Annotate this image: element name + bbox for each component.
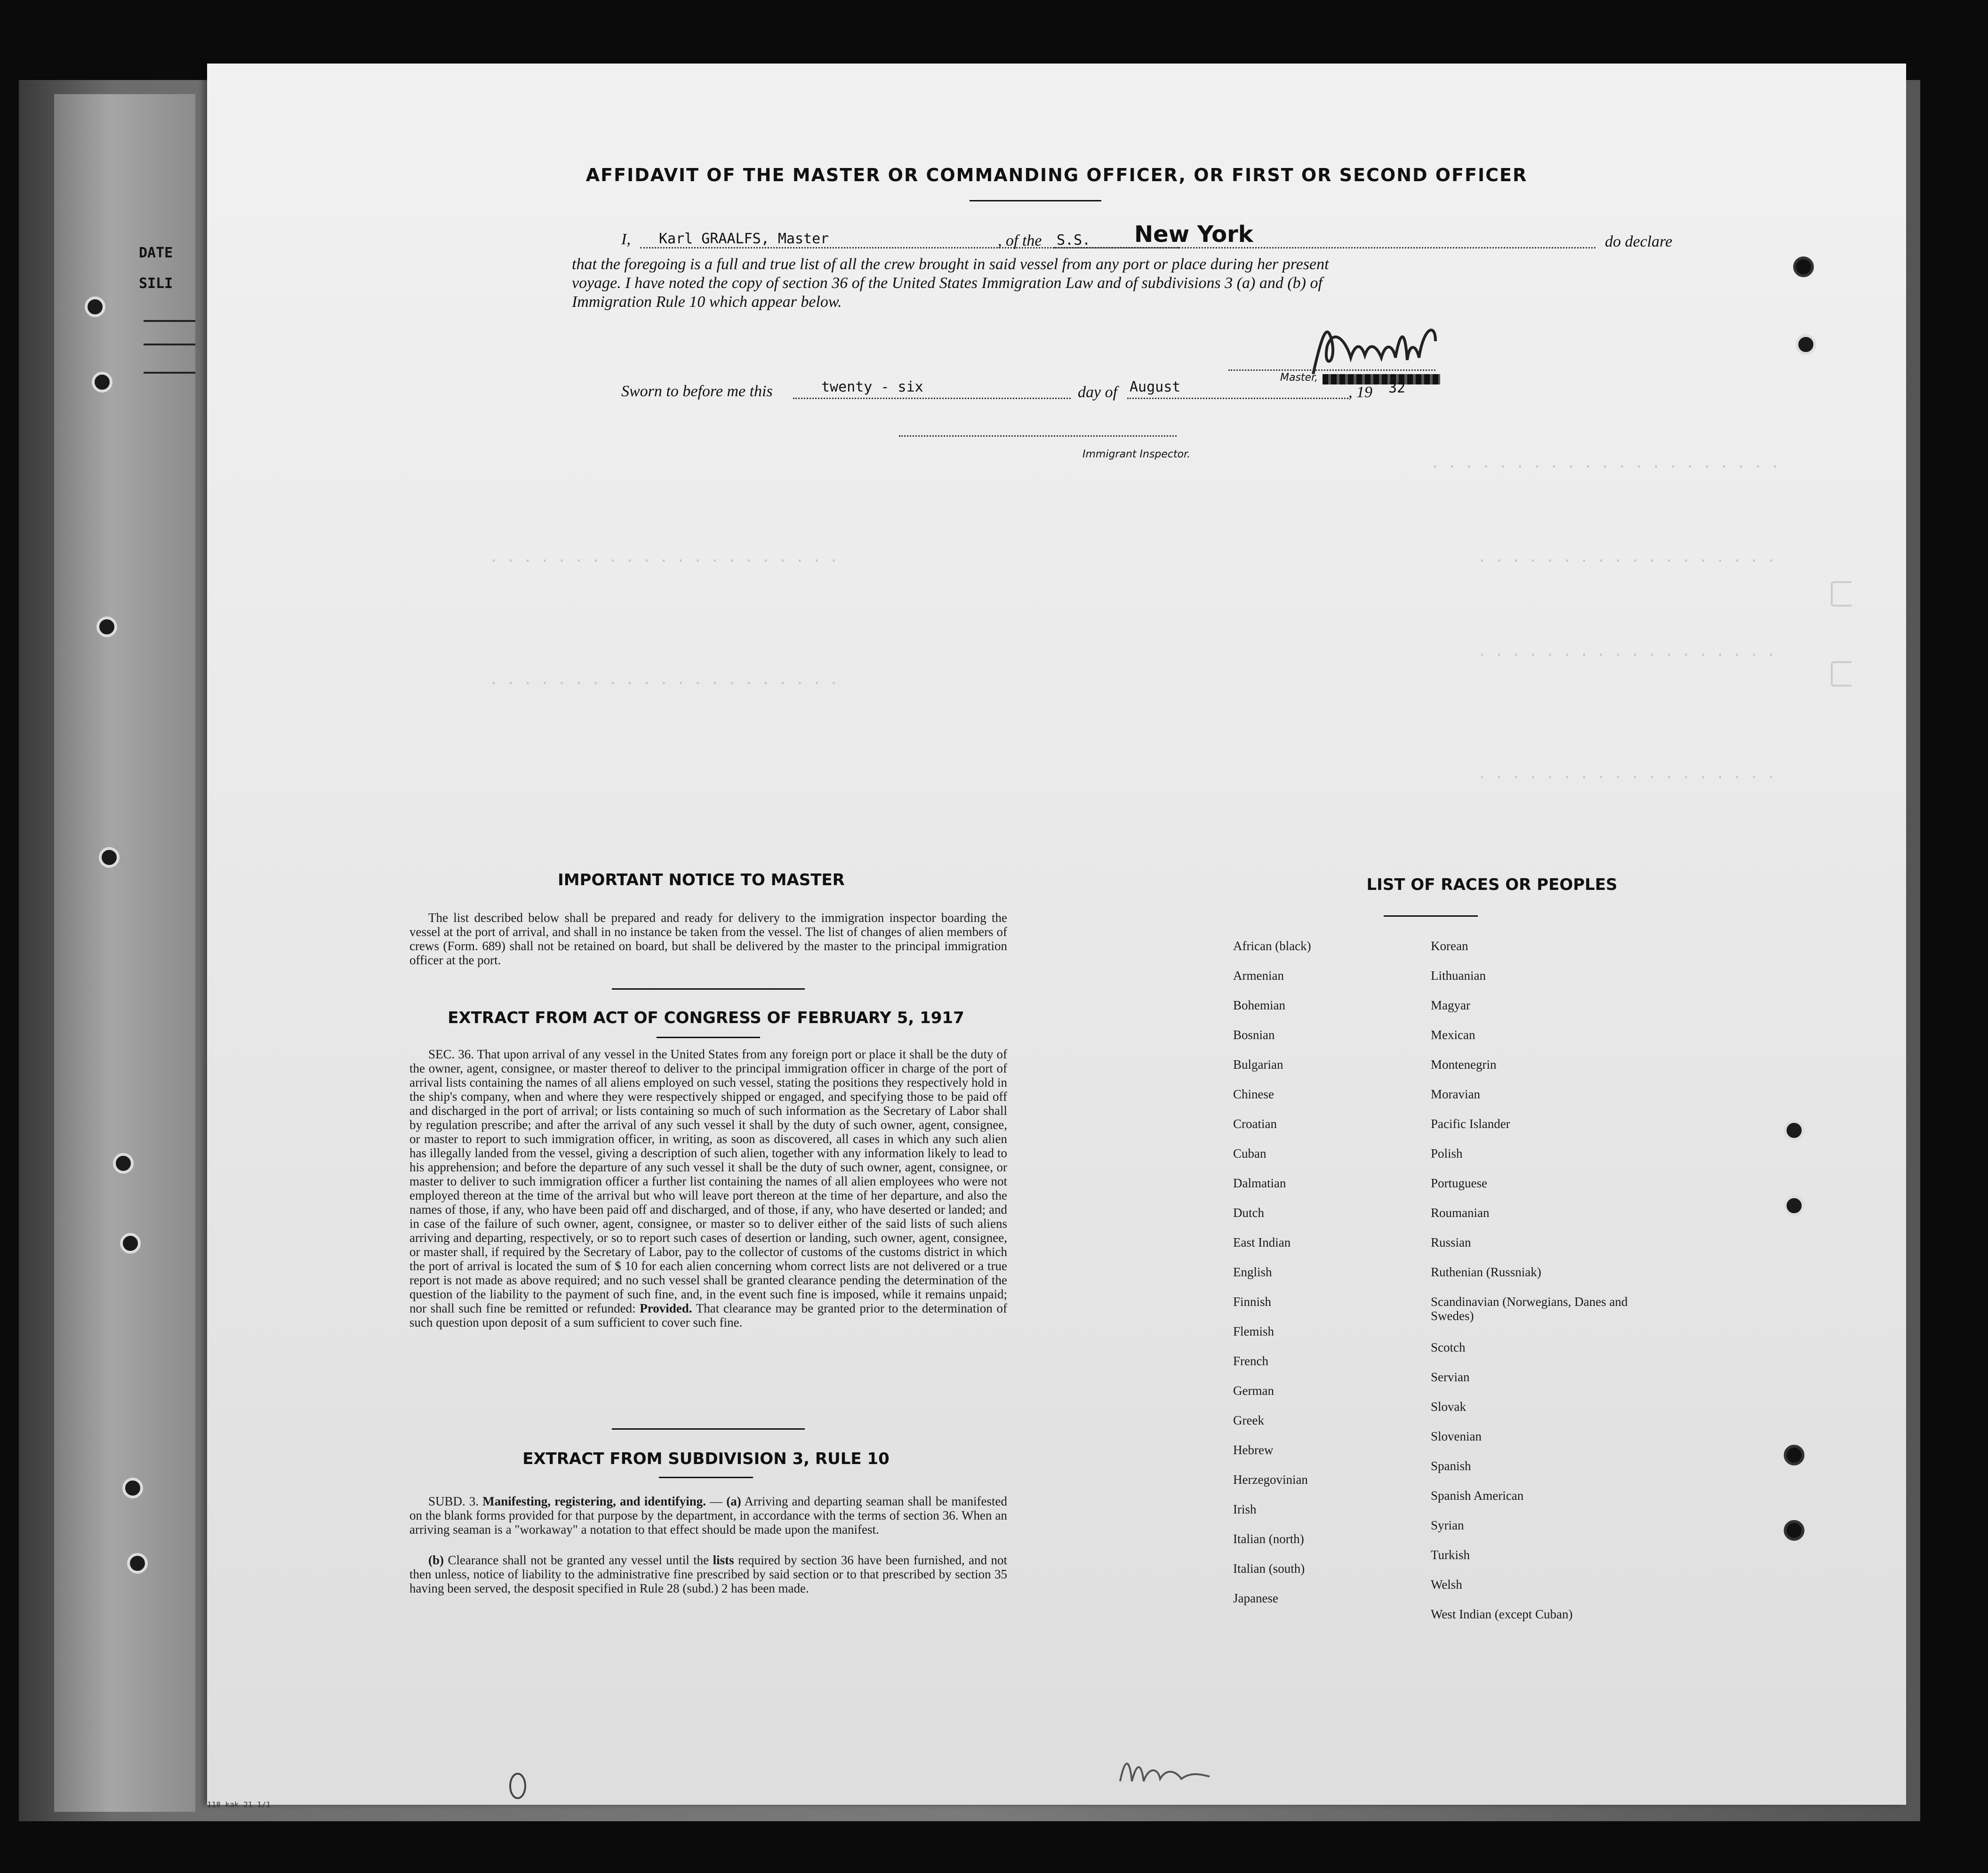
race-item: Scotch [1431,1340,1466,1354]
page-tab-icon [1831,581,1852,607]
race-item: Slovak [1431,1400,1467,1414]
race-item: Italian (north) [1233,1532,1304,1546]
handwritten-scrawl [1115,1753,1238,1791]
extract-act-text: SEC. 36. That upon arrival of any vessel in the United States from any foreign port or place it shall be the duty of the owner, agent, consignee, or master thereof to deliver to the principal immigration officer in charge of the port of arrival lists containing the names of all aliens employed on such vessel, stating the positions they respectively hold in the ship's company, when and where they were respectively shipped or engaged, and specifying those to be paid off and discharged in the port of arrival; or lists containing so much of such information as the Secretary of Labor shall by regulation prescribe; and after the arrival of any such vessel it shall by the duty of such owner, agent, consignee, or master to report to such immigration officer, in writing, as soon as discovered, all cases in which any such alien has illegally landed from the vessel, giving a description of such alien, together with any information likely to lead to his apprehension; and before the departure of any such vessel it shall be the duty of such owner, agent, consignee, or master to deliver to such immigration officer a further list containing the names of all alien employees who were not employed thereon at the time of the arrival but who will leave port thereon at the time of her departure, and also the names of those, if any, who have been paid off and discharged, and of those, if any, who have deserted or landed; and in case of the failure of such owner, agent, consignee, or master so to deliver either of the said lists of such aliens arriving and departing, respectively, or so to report such cases of desertion or landing, such owner, agent, consignee, or master shall, if required by the Secretary of Labor, pay to the collector of customs of the customs district in which the port of arrival is located the sum of $ 10 for each alien concerning whom correct lists are not delivered or a true report is not made as above required; and no such vessel shall be granted clearance pending the determination of the question of the liability to the payment of such fine, and, in the event such fine is imposed, while it remains unpaid; nor shall such fine be remitted or refunded: Provided. That clearance may be granted prior to the determination of such question upon deposit of a sum sufficient to cover such fine. [409,1047,1008,1329]
race-item: Hebrew [1233,1443,1274,1457]
race-item: Bosnian [1233,1028,1275,1042]
race-item: Turkish [1431,1548,1470,1562]
day-value: twenty - six [821,379,923,395]
race-item: West Indian (except Cuban) [1431,1607,1573,1621]
race-item: Servian [1431,1370,1470,1384]
race-item: Magyar [1431,998,1470,1012]
race-item: Slovenian [1431,1429,1482,1443]
race-item: German [1233,1384,1274,1398]
punch-hole-icon [1793,256,1814,277]
year-value: 32 [1388,380,1406,396]
affidavit-body-line: voyage. I have noted the copy of section 36 of the United States Immigration Law and of subdivisions 3 (a) and (b) of [572,274,1323,292]
page-tab-icon [1831,661,1852,687]
race-item: Dalmatian [1233,1176,1286,1190]
section-rule [657,1037,760,1038]
day-fill-line [793,398,1071,399]
notice-title: IMPORTANT NOTICE TO MASTER [558,871,845,889]
strip-rule [144,372,195,374]
races-title: LIST OF RACES OR PEOPLES [1366,875,1618,894]
strip-rule [144,344,195,345]
title-rule [970,200,1101,201]
master-caption: Master, [1280,372,1318,384]
race-item: Japanese [1233,1591,1278,1605]
punch-hole-icon [1796,334,1816,355]
race-item: African (black) [1233,939,1311,953]
race-item: Irish [1233,1502,1257,1516]
affidavit-title: AFFIDAVIT OF THE MASTER OR COMMANDING OFFICER, OR FIRST OR SECOND OFFICER [585,165,1528,185]
binder-hole-icon [85,296,105,317]
strip-label-sil: SILI [139,275,173,292]
archive-stamp: 118 kak 21 1/1 [207,1800,271,1809]
bleed-through-text: · · · · · · · · · · · · · · · · · · [1478,553,1776,569]
race-item: Spanish American [1431,1489,1524,1503]
binder-hole-icon [120,1233,141,1254]
bleed-through-text: · · · · · · · · · · · · · · · · · · · · · [489,553,838,569]
binder-hole-icon [127,1553,148,1574]
handwritten-mark [499,1767,537,1805]
of-the-label: , of the [998,232,1042,249]
race-item: Armenian [1233,969,1284,983]
race-item: Polish [1431,1146,1463,1161]
race-item: Spanish [1431,1459,1471,1473]
sworn-label: Sworn to before me this [621,383,773,400]
bleed-through-text: · · · · · · · · · · · · · · · · · · [1478,647,1776,664]
master-signature [1294,313,1454,384]
race-item: Moravian [1431,1087,1480,1101]
race-item: Lithuanian [1431,969,1486,983]
signature-line [1228,369,1435,371]
section-rule [1384,915,1478,917]
race-item: Dutch [1233,1206,1264,1220]
race-item: East Indian [1233,1235,1291,1249]
race-item: Welsh [1431,1577,1462,1592]
do-declare-label: do declare [1605,233,1673,250]
bleed-through-text: · · · · · · · · · · · · · · · · · · · · · [1431,459,1780,475]
race-item: English [1233,1265,1272,1279]
section-rule [612,1428,805,1430]
binder-hole-icon [96,616,117,637]
month-fill-line [1127,398,1348,399]
bleed-through-text: · · · · · · · · · · · · · · · · · · [1478,769,1776,786]
race-item: Portuguese [1431,1176,1487,1190]
race-item: Mexican [1431,1028,1475,1042]
race-item: Syrian [1431,1518,1464,1532]
left-underlying-page [54,94,195,1812]
section-rule [659,1477,753,1478]
inspector-caption: Immigrant Inspector. [1082,448,1191,460]
ship-name: New York [1134,221,1253,248]
race-item: Montenegrin [1431,1057,1497,1072]
strip-rule [144,320,195,322]
strip-label-date: DATE [139,245,173,261]
affidavit-page [207,64,1906,1809]
affidavit-body-line: Immigration Rule 10 which appear below. [572,293,842,311]
race-item: Korean [1431,939,1468,953]
race-item: Bohemian [1233,998,1285,1012]
punch-hole-icon [1784,1195,1804,1216]
inspector-signature-line [899,435,1177,437]
day-of-label: day of [1078,384,1118,401]
race-item: Pacific Islander [1431,1117,1510,1131]
race-item: Finnish [1233,1295,1272,1309]
races-column-2 [1431,939,1633,1637]
race-item: Flemish [1233,1324,1275,1338]
master-name: Karl GRAALFS, Master [659,231,829,247]
race-item: Italian (south) [1233,1561,1305,1576]
extract-rule-title: EXTRACT FROM SUBDIVISION 3, RULE 10 [522,1449,890,1468]
binder-hole-icon [92,372,112,392]
race-item: Chinese [1233,1087,1274,1101]
i-label: I, [621,231,631,248]
race-item: French [1233,1354,1268,1368]
binder-hole-icon [122,1478,143,1498]
punch-hole-icon [1784,1120,1804,1141]
bleed-through-text: · · · · · · · · · · · · · · · · · · · · · [489,675,838,692]
race-item: Cuban [1233,1146,1267,1161]
punch-hole-icon [1784,1520,1804,1541]
year-prefix: , 19 [1348,384,1372,401]
struck-out-text [1323,374,1440,384]
ss-label: S.S. [1057,232,1091,248]
extract-rule-a: SUBD. 3. Manifesting, registering, and identifying. — (a) Arriving and departing seaman shall be manifested on the blank forms provided for that purpose by the department, in accordance with the terms of section 36. When an arriving seaman is a "workaway" a notation to that effect should be made upon the manifest. [409,1494,1008,1537]
race-item: Croatian [1233,1117,1277,1131]
binder-hole-icon [99,847,120,868]
race-item: Scandinavian (Norwegians, Danes and Swedes) [1431,1295,1628,1323]
race-item: Russian [1431,1235,1471,1249]
race-item: Ruthenian (Russniak) [1431,1265,1541,1279]
extract-rule-b: (b) Clearance shall not be granted any vessel until the lists required by section 36 have been furnished, and not then unless, notice of liability to the administrative fine prescribed by said section or to that prescribed by section 35 having been served, the desposit specified in Rule 28 (subd.) 2 has been made. [409,1553,1008,1595]
punch-hole-icon [1784,1445,1804,1465]
race-item: Bulgarian [1233,1057,1283,1072]
race-item: Roumanian [1431,1206,1490,1220]
race-item: Greek [1233,1413,1264,1427]
races-column-1 [1233,939,1311,1621]
affidavit-body-line: that the foregoing is a full and true list of all the crew brought in said vessel from any port or place during her present [572,256,1329,273]
race-item: Herzegovinian [1233,1473,1308,1487]
notice-text: The list described below shall be prepared and ready for delivery to the immigration inspector boarding the vessel at the port of arrival, and shall in no instance be taken from the vessel. The list of changes of alien members of crews (Form. 689) shall not be retained on board, but shall be delivered by the master to the principal immigration officer at the port. [409,911,1007,967]
extract-act-title: EXTRACT FROM ACT OF CONGRESS OF FEBRUARY 5, 1917 [448,1009,964,1027]
month-value: August [1130,379,1181,395]
section-rule [612,988,805,990]
binder-hole-icon [113,1153,134,1174]
